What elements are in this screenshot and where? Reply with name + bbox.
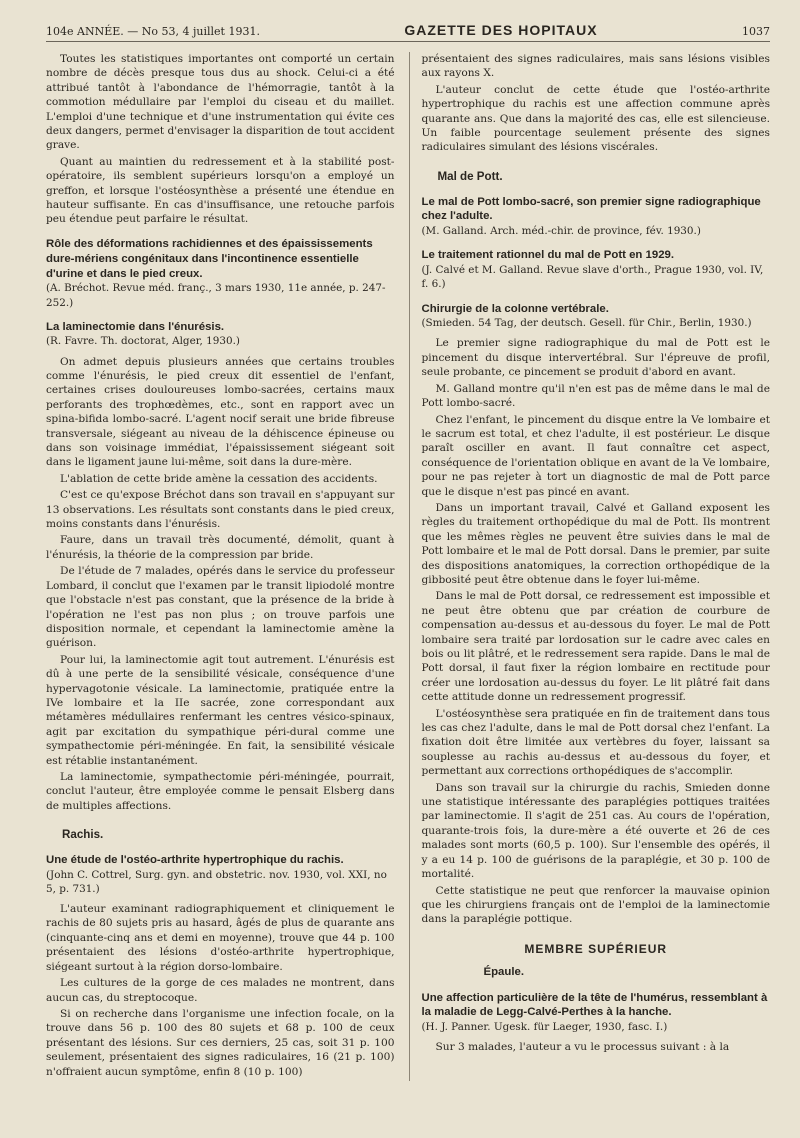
paragraph: Le premier signe radiographique du mal de Pott est le pincement du disque intervertébral. Sur l'épreuve de profil, seule probante, ce pincement se produit d'abord en avant. xyxy=(421,337,770,379)
article-reference: (M. Galland. Arch. méd.-chir. de province, fév. 1930.) xyxy=(421,225,701,238)
right-column xyxy=(409,52,771,1081)
article-reference: (J. Calvé et M. Galland. Revue slave d'orth., Prague 1930, vol. IV, f. 6.) xyxy=(421,264,764,291)
paragraph: Faure, dans un travail très documenté, démolit, quant à l'énurésis, la théorie de la compression par bride. xyxy=(46,534,395,561)
article-reference: (Smieden. 54 Tag, der deutsch. Gesell. für Chir., Berlin, 1930.) xyxy=(421,317,752,330)
paragraph: Si on recherche dans l'organisme une infection focale, on la trouve dans 56 p. 100 des 80 sujets et 68 p. 100 de ceux présentant des lésions. Sur ces derniers, 25 cas, soit 31 p. 100 seulement, présentaient des signes radiculaires, 16 (21 p. 100) n'offraient aucun symptôme, enfin 8 (10 p. 100) xyxy=(46,1007,395,1078)
section-heading-rachis: Rachis. xyxy=(62,828,104,842)
paragraph: Pour lui, la laminectomie agit tout autrement. L'énurésis est dû à une perte de la sensibilité vésicale, conséquence d'une hypervagotonie vésicale. La laminectomie, pratiquée entre la IVe lombaire et la IIe sacrée, zone correspondant aux métamères médullaires renfermant les centres vésico-spinaux, agit par excitation du sympathique péri-dural comme une sympathectomie péri-méningée. En fait, la sensibilité vésicale est rétablie instantanément. xyxy=(46,653,395,767)
paragraph: Les cultures de la gorge de ces malades ne montrent, dans aucun cas, du streptocoque. xyxy=(46,977,395,1004)
paragraph: M. Galland montre qu'il n'en est pas de même dans le mal de Pott lombo-sacré. xyxy=(421,382,770,410)
article-reference: (H. J. Panner. Ugesk. für Laeger, 1930, fasc. I.) xyxy=(421,1021,668,1034)
paragraph: Dans un important travail, Calvé et Galland exposent les règles du traitement orthopédique du mal de Pott. Ils montrent que les mêmes règles ne peuvent être suivies dans le mal de Pott lombaire et le mal de Pott dorsal. Dans le premier, par suite des dispositions anatomiques, la correction orthopédique de la gibbosité peut être obtenue dans le foyer lui-même. xyxy=(421,501,770,586)
article-reference: (A. Bréchot. Revue méd. franç., 3 mars 1930, 11e année, p. 247-252.) xyxy=(46,282,386,309)
article-reference: (John C. Cottrel, Surg. gyn. and obstetric. nov. 1930, vol. XXI, no 5, p. 731.) xyxy=(46,868,387,895)
paragraph: présentaient des signes radiculaires, mais sans lésions visibles aux rayons X. xyxy=(421,53,770,80)
paragraph: Sur 3 malades, l'auteur a vu le processus suivant : à la xyxy=(435,1041,730,1054)
article-title: Chirurgie de la colonne vertébrale. xyxy=(421,302,609,315)
paragraph: De l'étude de 7 malades, opérés dans le service du professeur Lombard, il conclut que l'examen par le transit lipiodolé montre que l'obstacle n'est pas constant, que la présence de la bride à l'opération ne l'est pas non plus ; on trouve parfois une disposition normale, et cependant la laminectomie amène la guérison. xyxy=(46,565,395,650)
section-heading-mal-de-pott: Mal de Pott. xyxy=(437,169,503,183)
section-heading-membre-superieur: MEMBRE SUPÉRIEUR xyxy=(524,941,668,956)
article-title: La laminectomie dans l'énurésis. xyxy=(46,320,225,333)
article-title: Le traitement rationnel du mal de Pott en 1929. xyxy=(421,249,675,262)
article-title: Le mal de Pott lombo-sacré, son premier signe radiographique chez l'adulte. xyxy=(421,195,761,223)
columns xyxy=(46,52,770,1081)
article-title: Une étude de l'ostéo-arthrite hypertrophique du rachis. xyxy=(46,853,344,866)
paragraph: Dans le mal de Pott dorsal, ce redressement est impossible et ne peut être obtenu que par création de courbure de compensation au-dessus et au-dessous du foyer. Le mal de Pott lombaire sera traité par lordosation sur le cadre avec cales en bois ou lit plâtré, et le redressement sera rapide. Dans le mal de Pott dorsal, il faut fixer la région lombaire en rectitude pour créer une lordosation au-dessus du foyer. Le lit plâtré fait dans cette attitude donne un redressement progressif. xyxy=(421,590,770,704)
paragraph: Chez l'enfant, le pincement du disque entre la Ve lombaire et le sacrum est total, et chez l'adulte, il est postérieur. Le disque paraît osciller en avant. Il faut connaître cet aspect, conséquence de l'orientation oblique en avant de la Ve lombaire, pour ne pas rejeter à tort un diagnostic de mal de Pott parce que le disque n'est pas pincé en avant. xyxy=(421,413,770,498)
paragraph: L'ablation de cette bride amène la cessation des accidents. xyxy=(60,472,378,485)
paragraph: Cette statistique ne peut que renforcer la mauvaise opinion que les chirurgiens français ont de l'emploi de la laminectomie dans la paraplégie pottique. xyxy=(421,884,770,926)
paragraph: L'auteur examinant radiographiquement et cliniquement le rachis de 80 sujets pris au hasard, âgés de plus de quarante ans (cinquante-cinq ans et demi en moyenne), trouve que 44 p. 100 présentaient des lésions d'ostéo-arthrite hypertrophique, siégeant surtout à la région dorso-lombaire. xyxy=(46,903,395,973)
paragraph: On admet depuis plusieurs années que certains troubles comme l'énurésis, le pied creux dit essentiel de l'enfant, certaines crises douloureuses lombo-sacrées, certains maux perforants des trophœdèmes, etc., sont en rapport avec un spina-bifida lombo-sacré. L'agent nocif serait une bride fibreuse transversale, siégeant au niveau de la déhiscence épineuse ou dans son voisinage immédiat, l'épaississement siégeant soit dans le ligament jaune lui-même, soit dans la dure-mère. xyxy=(46,355,395,469)
article-title: Rôle des déformations rachidiennes et des épaississements dure-mériens congénitaux dans l'incontinence essentielle d'urine et dans le pied creux. xyxy=(46,237,373,280)
paragraph: L'ostéosynthèse sera pratiquée en fin de traitement dans tous les cas chez l'adulte, dans le mal de Pott dorsal chez l'enfant. La fixation doit être limitée aux vertèbres du foyer, laissant sa souplesse au rachis au-dessus et au-dessous du foyer, et permettant aux corrections orthopédiques de s'accomplir. xyxy=(421,707,770,778)
paragraph: Dans son travail sur la chirurgie du rachis, Smieden donne une statistique intéressante des paraplégies pottiques traitées par laminectomie. Il s'agit de 251 cas. Au cours de l'opération, quarante-trois fois, la dure-mère a été ouverte et 26 de ces malades sont morts (60,5 p. 100). Sur l'ensemble des opérés, il y a eu 14 p. 100 de guérisons de la paraplégie, et 30 p. 100 de mortalité. xyxy=(421,781,770,881)
article-reference: (R. Favre. Th. doctorat, Alger, 1930.) xyxy=(46,335,240,348)
journal-title: GAZETTE DES HOPITAUX xyxy=(404,22,598,38)
paragraph: L'auteur conclut de cette étude que l'ostéo-arthrite hypertrophique du rachis est une affection commune après quarante ans. Que dans la majorité des cas, elle est silencieuse. Un faible pourcentage seulement présente des signes radiculaires simulant des lésions viscérales. xyxy=(421,83,770,154)
issue-info: 104e ANNÉE. — No 53, 4 juillet 1931. xyxy=(46,25,260,38)
paragraph: Quant au maintien du redressement et à la stabilité post-opératoire, ils semblent supérieurs lorsqu'on a employé un greffon, et lorsque l'ostéosynthèse a présenté une étendue en hauteur suffisante. En cas d'insuffisance, une retouche parfois peu étendue peut parfaire le résultat. xyxy=(46,155,395,226)
paragraph: C'est ce qu'expose Bréchot dans son travail en s'appuyant sur 13 observations. Les résultats sont constants dans le pied creux, moins constants dans l'énurésis. xyxy=(46,489,395,531)
page-header xyxy=(46,22,770,42)
article-title: Une affection particulière de la tête de l'humérus, ressemblant à la maladie de Legg-Calvé-Perthes à la hanche. xyxy=(421,991,768,1019)
page-number: 1037 xyxy=(742,25,770,38)
subsection-heading-epaule: Épaule. xyxy=(483,966,525,979)
paragraph: Toutes les statistiques importantes ont comporté un certain nombre de décès presque tous dus au shock. Celui-ci a été attribué tantôt à l'abondance de l'hémorragie, tantôt à la commotion médullaire par l'emploi du ciseau et du maillet. L'emploi d'une technique et d'une instrumentation qui évite ces deux dangers, permet d'envisager la disparition de tout accident grave. xyxy=(46,53,395,152)
paragraph: La laminectomie, sympathectomie péri-méningée, pourrait, conclut l'auteur, être employée comme le pensait Elsberg dans de multiples affections. xyxy=(46,770,395,812)
left-column xyxy=(46,52,395,1081)
